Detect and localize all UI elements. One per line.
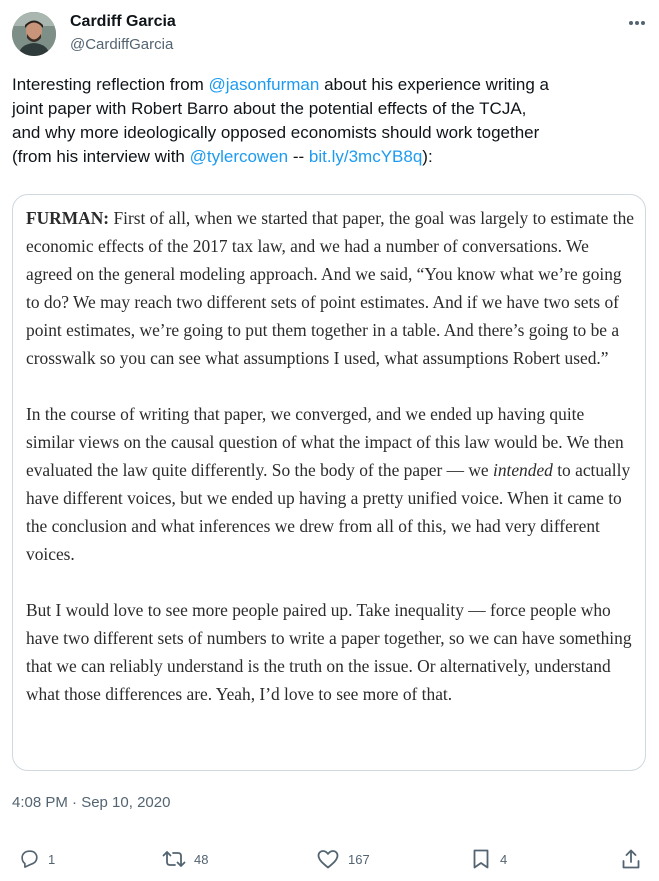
quote-paragraph-2 bbox=[26, 400, 636, 568]
short-link[interactable]: bit.ly/3mcYB8q bbox=[308, 147, 423, 166]
author-name[interactable]: Cardiff Garcia bbox=[70, 13, 176, 30]
heart-icon bbox=[316, 848, 340, 870]
quote-paragraph-2-text-b: to actually have different voices, but we ended up having a pretty unified voice. When it came to the conclusion and what inferences we drew from all of this, we had very different voices. bbox=[26, 460, 631, 564]
like-count: 167 bbox=[348, 851, 370, 867]
quote-paragraph-3: But I would love to see more people paired up. Take inequality — force people who have two different sets of numbers to write a paper together, so we can have something that we can reliably understand is the truth on the issue. Or alternatively, understand what those differences are. Yeah, I’d love to see more of that. bbox=[26, 600, 632, 704]
tweet-text bbox=[12, 73, 642, 169]
tweet-text-segment: and why more ideologically opposed economists should work together bbox=[12, 123, 540, 142]
quote-speaker: FURMAN: bbox=[26, 208, 110, 228]
quote-image-card[interactable] bbox=[12, 194, 646, 771]
reply-count: 1 bbox=[48, 851, 56, 867]
tweet-text-segment: Interesting reflection from bbox=[12, 75, 209, 94]
more-options-icon[interactable] bbox=[624, 12, 650, 34]
share-button[interactable] bbox=[620, 848, 642, 870]
mention-jasonfurman[interactable]: @jasonfurman bbox=[208, 75, 320, 94]
tweet-text-segment: -- bbox=[288, 147, 309, 166]
author-handle[interactable]: @CardiffGarcia bbox=[70, 36, 174, 53]
quote-text bbox=[26, 204, 636, 736]
tweet-text-segment: (from his interview with bbox=[12, 147, 190, 166]
reply-icon bbox=[18, 848, 40, 870]
like-button[interactable] bbox=[316, 848, 370, 870]
quote-paragraph-2-text-a: In the course of writing that paper, we converged, and we ended up having quite similar views on the causal question of what the impact of this law would be. We then evaluated the law quite differently. So the body of the paper — we bbox=[26, 404, 624, 480]
repost-button[interactable] bbox=[162, 848, 208, 870]
tweet-text-segment: ): bbox=[422, 147, 433, 166]
repost-count: 48 bbox=[194, 851, 209, 867]
tweet-text-segment: joint paper with Robert Barro about the potential effects of the TCJA, bbox=[12, 99, 527, 118]
quote-paragraph-1 bbox=[26, 204, 636, 372]
bookmark-count: 4 bbox=[500, 851, 508, 867]
bookmark-icon bbox=[470, 848, 492, 870]
avatar[interactable] bbox=[12, 12, 56, 56]
quote-emphasis: intended bbox=[492, 460, 553, 480]
timestamp[interactable]: 4:08 PM · Sep 10, 2020 bbox=[12, 794, 171, 811]
reply-button[interactable] bbox=[18, 848, 55, 870]
repost-icon bbox=[162, 848, 186, 870]
share-icon bbox=[620, 848, 642, 870]
tweet-text-segment: about his experience writing a bbox=[319, 75, 549, 94]
quote-paragraph-1-text: First of all, when we started that paper, the goal was largely to estimate the economic effects of the 2017 tax law, and we had a number of conversations. We agreed on the general modeling approach. And we said, “You know what we’re going to do? We may reach two different sets of point estimates. And if we have two sets of point estimates, we’re going to put them together in a table. And there’s going to be a crosswalk so you can see what assumptions I used, what assumptions Robert used.” bbox=[26, 208, 634, 368]
bookmark-button[interactable] bbox=[470, 848, 507, 870]
mention-tylercowen[interactable]: @tylercowen bbox=[189, 147, 289, 166]
